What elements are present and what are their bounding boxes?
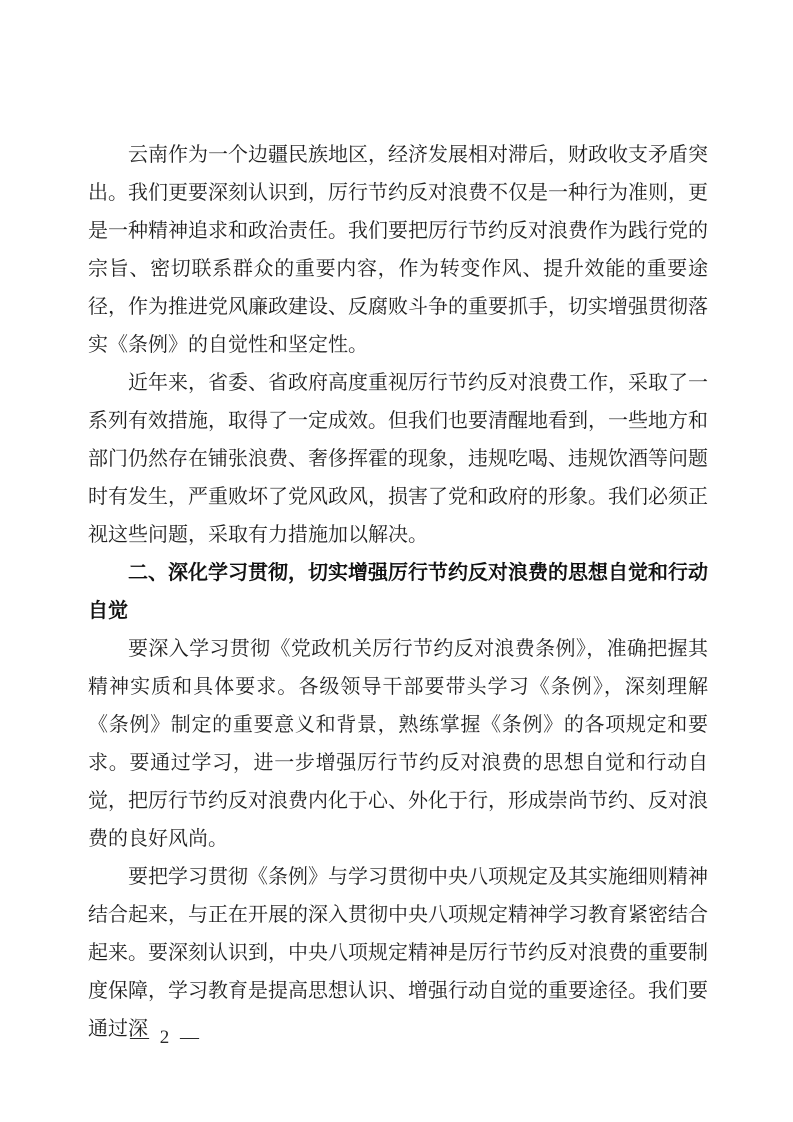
page-number: — 2 — (130, 1027, 202, 1048)
document-body (88, 136, 708, 1048)
paragraph-study-regulations: 要深入学习贯彻《党政机关厉行节约反对浪费条例》，准确把握其精神实质和具体要求。各级领导干部要带头学习《条例》，深刻理解《条例》制定的重要意义和背景，熟练掌握《条例》的各项规定和要求。要通过学习，进一步增强厉行节约反对浪费的思想自觉和行动自觉，把厉行节约反对浪费内化于心、外化于行，形成崇尚节约、反对浪费的良好风尚。 (88, 638, 708, 850)
section-heading-two: 二、深化学习贯彻，切实增强厉行节约反对浪费的思想自觉和行动自觉 (88, 562, 708, 622)
paragraph-eight-provisions: 要把学习贯彻《条例》与学习贯彻中央八项规定及其实施细则精神结合起来，与正在开展的深入贯彻中央八项规定精神学习教育紧密结合起来。要深刻认识到，中央八项规定精神是厉行节约反对浪费的重要制度保障，学习教育是提高思想认识、增强行动自觉的重要途径。我们要通过深 (88, 866, 708, 1040)
paragraph-recent-years: 近年来，省委、省政府高度重视厉行节约反对浪费工作，采取了一系列有效措施，取得了一定成效。但我们也要清醒地看到，一些地方和部门仍然存在铺张浪费、奢侈挥霍的现象，违规吃喝、违规饮酒等问题时有发生，严重败坏了党风政风，损害了党和政府的形象。我们必须正视这些问题，采取有力措施加以解决。 (88, 372, 708, 546)
paragraph-yunnan-context: 云南作为一个边疆民族地区，经济发展相对滞后，财政收支矛盾突出。我们更要深刻认识到，厉行节约反对浪费不仅是一种行为准则，更是一种精神追求和政治责任。我们要把厉行节约反对浪费作为践行党的宗旨、密切联系群众的重要内容，作为转变作风、提升效能的重要途径，作为推进党风廉政建设、反腐败斗争的重要抓手，切实增强贯彻落实《条例》的自觉性和坚定性。 (88, 144, 708, 356)
